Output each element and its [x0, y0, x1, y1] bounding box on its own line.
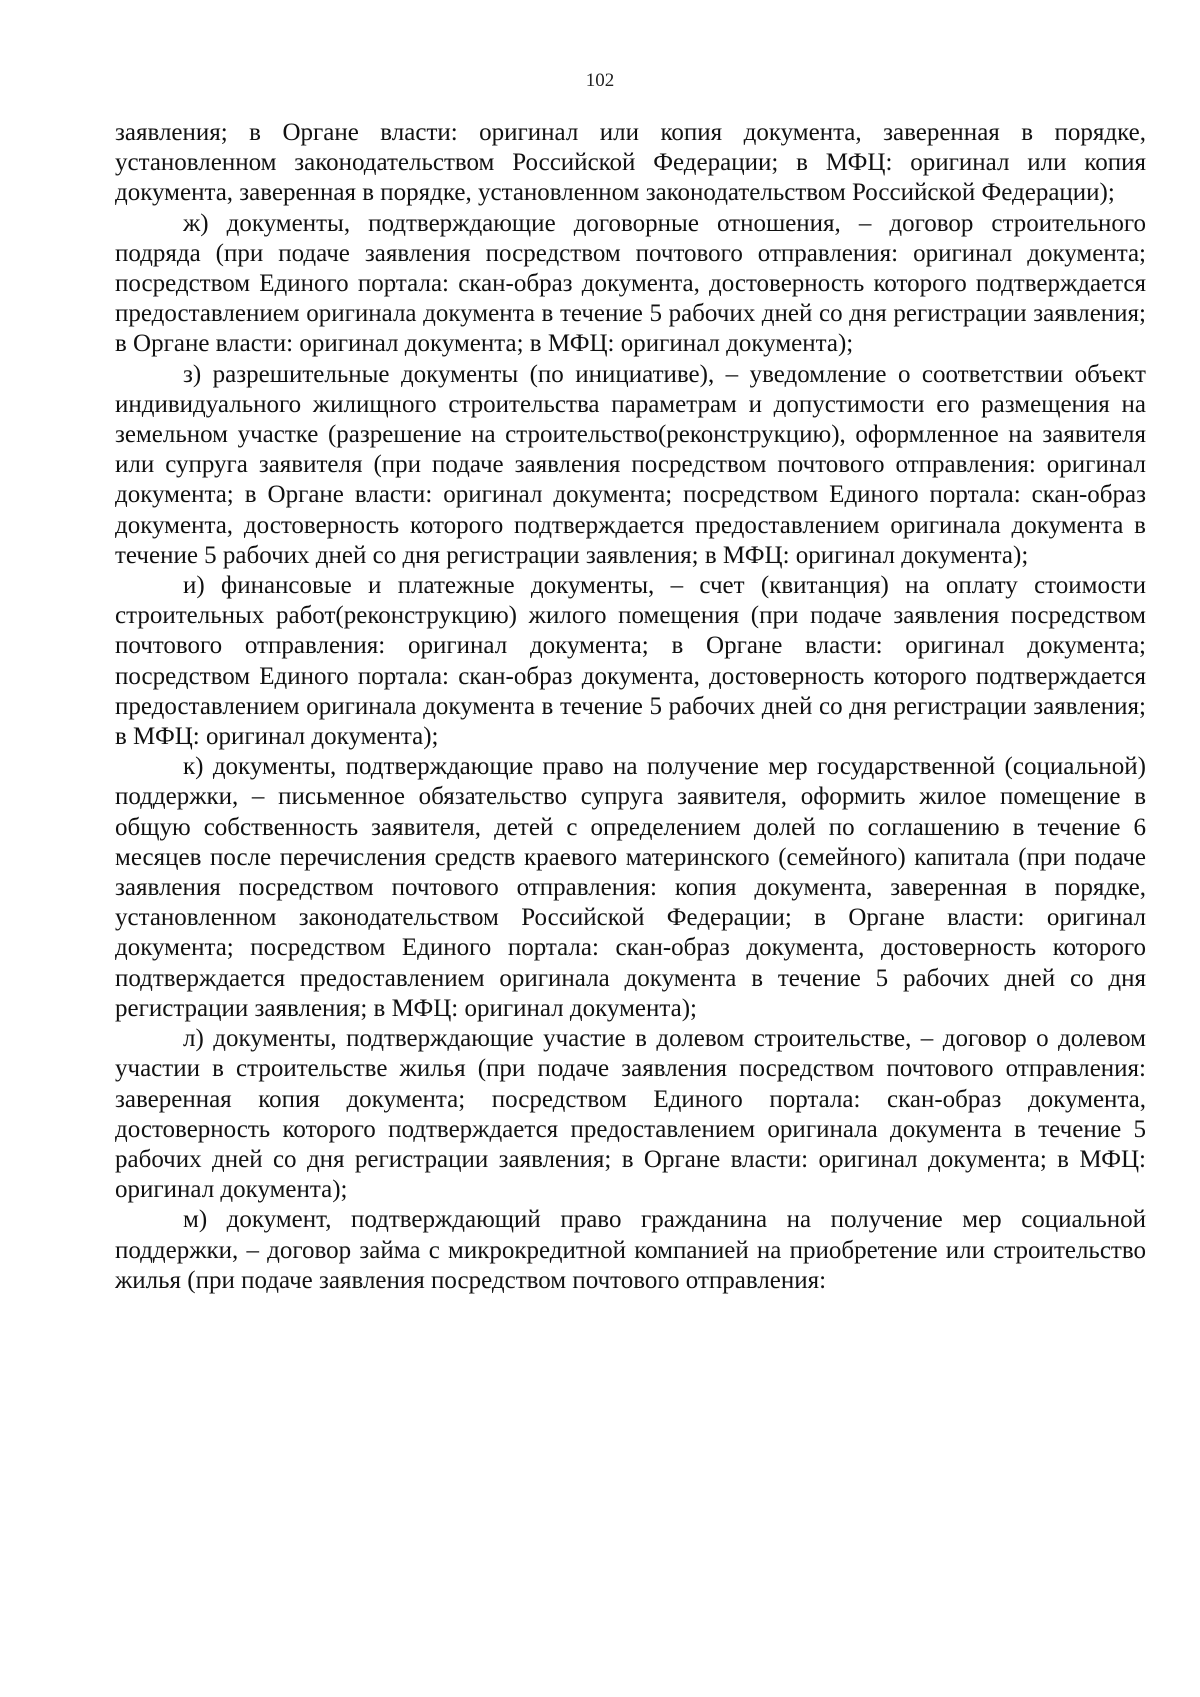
paragraph-item-zh: ж) документы, подтверждающие договорные отношения, – договор строительного подряда (при подаче заявления посредством почтового отправления: оригинал документа; посредством Единого портала: скан-образ документа, достоверность которого подтверждается предоставлением оригинала документа в течение 5 рабочих дней со дня регистрации заявления; в Органе власти: оригинал документа; в МФЦ: оригинал документа); [115, 209, 1146, 358]
paragraph-item-m: м) документ, подтверждающий право гражданина на получение мер социальной поддержки, – договор займа с микрокредитной компанией на приобретение или строительство жилья (при подаче заявления посредством почтового отправления: [115, 1206, 1146, 1294]
paragraph-item-l: л) документы, подтверждающие участие в долевом строительстве, – договор о долевом участии в строительстве жилья (при подаче заявления посредством почтового отправления: заверенная копия документа; посредством Единого портала: скан-образ документа, достоверность которого подтверждается предоставлением оригинала документа в течение 5 рабочих дней со дня регистрации заявления; в Органе власти: оригинал документа; в МФЦ: оригинал документа); [115, 1025, 1146, 1204]
page-number: 102 [585, 70, 615, 91]
document-body [115, 118, 1146, 1296]
paragraph-item-i: и) финансовые и платежные документы, – счет (квитанция) на оплату стоимости строительных работ(реконструкцию) жилого помещения (при подаче заявления посредством почтового отправления: оригинал документа; в Органе власти: оригинал документа; посредством Единого портала: скан-образ документа, достоверность которого подтверждается предоставлением оригинала документа в течение 5 рабочих дней со дня регистрации заявления; в МФЦ: оригинал документа); [115, 572, 1146, 751]
paragraph-item-z: з) разрешительные документы (по инициативе), – уведомление о соответствии объект индивидуального жилищного строительства параметрам и допустимости его размещения на земельном участке (разрешение на строительство(реконструкцию), оформленное на заявителя или супруга заявителя (при подаче заявления посредством почтового отправления: оригинал документа; в Органе власти: оригинал документа; посредством Единого портала: скан-образ документа, достоверность которого подтверждается предоставлением оригинала документа в течение 5 рабочих дней со дня регистрации заявления; в МФЦ: оригинал документа); [115, 360, 1146, 569]
paragraph-item-k: к) документы, подтверждающие право на получение мер государственной (социальной) поддержки, – письменное обязательство супруга заявителя, оформить жилое помещение в общую собственность заявителя, детей с определением долей по соглашению в течение 6 месяцев после перечисления средств краевого материнского (семейного) капитала (при подаче заявления посредством почтового отправления: копия документа, заверенная в порядке, установленном законодательством Российской Федерации; в Органе власти: оригинал документа; посредством Единого портала: скан-образ документа, достоверность которого подтверждается предоставлением оригинала документа в течение 5 рабочих дней со дня регистрации заявления; в МФЦ: оригинал документа); [115, 753, 1146, 1022]
paragraph-continuation: заявления; в Органе власти: оригинал или копия документа, заверенная в порядке, установленном законодательством Российской Федерации; в МФЦ: оригинал или копия документа, заверенная в порядке, установленном законодательством Российской Федерации); [115, 119, 1146, 207]
